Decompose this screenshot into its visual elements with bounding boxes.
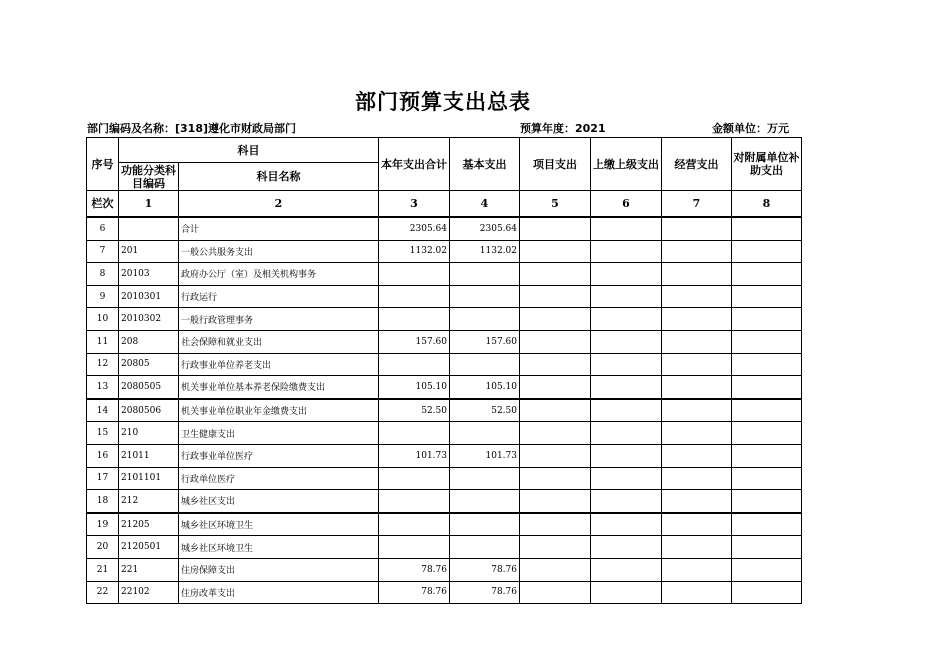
project-amount-cell: [520, 444, 591, 467]
subject-name-cell: 城乡社区环境卫生: [179, 536, 379, 559]
operation-amount-cell: [662, 330, 732, 353]
subject-name-cell: 住房保障支出: [179, 558, 379, 581]
basic-amount-cell: [450, 263, 520, 286]
subject-name-cell: 行政单位医疗: [179, 467, 379, 490]
operation-amount-cell: [662, 558, 732, 581]
upper-amount-cell: [591, 467, 662, 490]
subsidy-amount-cell: [732, 536, 802, 559]
operation-amount-cell: [662, 490, 732, 513]
project-amount-cell: [520, 399, 591, 422]
table-row: [87, 330, 802, 353]
subject-code-cell: 2120501: [119, 536, 179, 559]
row-number-cell: 17: [87, 467, 119, 490]
table-row: [87, 536, 802, 559]
operation-amount-cell: [662, 422, 732, 445]
operation-amount-cell: [662, 240, 732, 263]
operation-amount-cell: [662, 444, 732, 467]
table-row: [87, 444, 802, 467]
row-number-cell: 20: [87, 536, 119, 559]
subject-code-cell: 208: [119, 330, 179, 353]
subject-code-cell: 21011: [119, 444, 179, 467]
upper-amount-cell: [591, 330, 662, 353]
row-number-cell: 19: [87, 513, 119, 536]
header-basic: 基本支出: [450, 138, 520, 191]
column-number-cell: 栏次: [87, 191, 119, 218]
total-amount-cell: 157.60: [379, 330, 450, 353]
row-number-cell: 12: [87, 353, 119, 376]
basic-amount-cell: [450, 467, 520, 490]
subsidy-amount-cell: [732, 240, 802, 263]
basic-amount-cell: [450, 490, 520, 513]
project-amount-cell: [520, 422, 591, 445]
subsidy-amount-cell: [732, 467, 802, 490]
operation-amount-cell: [662, 467, 732, 490]
subject-name-cell: 一般公共服务支出: [179, 240, 379, 263]
total-amount-cell: [379, 308, 450, 331]
column-number-cell: 3: [379, 191, 450, 218]
total-amount-cell: [379, 490, 450, 513]
column-number-cell: 4: [450, 191, 520, 218]
subject-name-cell: 一般行政管理事务: [179, 308, 379, 331]
total-amount-cell: 1132.02: [379, 240, 450, 263]
subsidy-amount-cell: [732, 308, 802, 331]
total-amount-cell: [379, 536, 450, 559]
basic-amount-cell: 78.76: [450, 558, 520, 581]
amount-unit-label: 金额单位：万元: [712, 122, 789, 135]
subject-code-cell: 22102: [119, 581, 179, 604]
subject-code-cell: 210: [119, 422, 179, 445]
subject-code-cell: 2101101: [119, 467, 179, 490]
row-number-cell: 14: [87, 399, 119, 422]
column-number-cell: 6: [591, 191, 662, 218]
row-number-cell: 6: [87, 217, 119, 240]
subject-name-cell: 城乡社区支出: [179, 490, 379, 513]
basic-amount-cell: 2305.64: [450, 217, 520, 240]
project-amount-cell: [520, 467, 591, 490]
operation-amount-cell: [662, 376, 732, 399]
header-project: 项目支出: [520, 138, 591, 191]
total-amount-cell: 101.73: [379, 444, 450, 467]
operation-amount-cell: [662, 308, 732, 331]
subsidy-amount-cell: [732, 513, 802, 536]
column-number-cell: 2: [179, 191, 379, 218]
table-row: [87, 308, 802, 331]
subsidy-amount-cell: [732, 581, 802, 604]
project-amount-cell: [520, 263, 591, 286]
operation-amount-cell: [662, 285, 732, 308]
upper-amount-cell: [591, 581, 662, 604]
total-amount-cell: 2305.64: [379, 217, 450, 240]
subject-name-cell: 行政事业单位养老支出: [179, 353, 379, 376]
upper-amount-cell: [591, 217, 662, 240]
table-row: [87, 581, 802, 604]
subject-code-cell: 20103: [119, 263, 179, 286]
table-row: [87, 422, 802, 445]
subsidy-amount-cell: [732, 422, 802, 445]
upper-amount-cell: [591, 558, 662, 581]
budget-year-label: 预算年度：2021: [520, 122, 606, 135]
header-upper: 上缴上级支出: [591, 138, 662, 191]
table-row: [87, 513, 802, 536]
upper-amount-cell: [591, 399, 662, 422]
total-amount-cell: 78.76: [379, 581, 450, 604]
column-number-cell: 8: [732, 191, 802, 218]
header-subject: 科目: [119, 138, 379, 163]
total-amount-cell: 52.50: [379, 399, 450, 422]
project-amount-cell: [520, 376, 591, 399]
project-amount-cell: [520, 558, 591, 581]
upper-amount-cell: [591, 536, 662, 559]
row-number-cell: 9: [87, 285, 119, 308]
basic-amount-cell: [450, 513, 520, 536]
project-amount-cell: [520, 581, 591, 604]
row-number-cell: 11: [87, 330, 119, 353]
upper-amount-cell: [591, 444, 662, 467]
upper-amount-cell: [591, 240, 662, 263]
table-row: [87, 353, 802, 376]
subject-name-cell: 行政运行: [179, 285, 379, 308]
subsidy-amount-cell: [732, 444, 802, 467]
subject-name-cell: 行政事业单位医疗: [179, 444, 379, 467]
column-number-cell: 1: [119, 191, 179, 218]
project-amount-cell: [520, 308, 591, 331]
project-amount-cell: [520, 217, 591, 240]
header-subject-name: 科目名称: [179, 163, 379, 191]
project-amount-cell: [520, 330, 591, 353]
total-amount-cell: [379, 353, 450, 376]
header-operation: 经营支出: [662, 138, 732, 191]
subject-code-cell: 2080506: [119, 399, 179, 422]
row-number-cell: 18: [87, 490, 119, 513]
basic-amount-cell: 78.76: [450, 581, 520, 604]
column-number-cell: 5: [520, 191, 591, 218]
table-row: [87, 399, 802, 422]
total-amount-cell: 78.76: [379, 558, 450, 581]
row-number-cell: 21: [87, 558, 119, 581]
total-amount-cell: [379, 285, 450, 308]
subject-name-cell: 政府办公厅（室）及相关机构事务: [179, 263, 379, 286]
project-amount-cell: [520, 536, 591, 559]
row-number-cell: 7: [87, 240, 119, 263]
table-row: [87, 467, 802, 490]
upper-amount-cell: [591, 263, 662, 286]
table-row: [87, 285, 802, 308]
subsidy-amount-cell: [732, 330, 802, 353]
basic-amount-cell: [450, 422, 520, 445]
subject-code-cell: [119, 217, 179, 240]
table-row: [87, 490, 802, 513]
subsidy-amount-cell: [732, 217, 802, 240]
basic-amount-cell: [450, 536, 520, 559]
department-label: 部门编码及名称：[318]遵化市财政局部门: [87, 122, 297, 135]
subject-code-cell: 2010302: [119, 308, 179, 331]
basic-amount-cell: 1132.02: [450, 240, 520, 263]
upper-amount-cell: [591, 308, 662, 331]
project-amount-cell: [520, 240, 591, 263]
row-number-cell: 22: [87, 581, 119, 604]
upper-amount-cell: [591, 285, 662, 308]
row-number-cell: 13: [87, 376, 119, 399]
subject-code-cell: 212: [119, 490, 179, 513]
total-amount-cell: [379, 422, 450, 445]
operation-amount-cell: [662, 263, 732, 286]
operation-amount-cell: [662, 536, 732, 559]
table-row: [87, 376, 802, 399]
header-total: 本年支出合计: [379, 138, 450, 191]
upper-amount-cell: [591, 353, 662, 376]
subject-name-cell: 城乡社区环境卫生: [179, 513, 379, 536]
row-number-cell: 15: [87, 422, 119, 445]
subject-code-cell: 21205: [119, 513, 179, 536]
basic-amount-cell: [450, 353, 520, 376]
table-row: [87, 558, 802, 581]
basic-amount-cell: 52.50: [450, 399, 520, 422]
header-subsidy: 对附属单位补助支出: [732, 138, 802, 191]
subsidy-amount-cell: [732, 558, 802, 581]
subsidy-amount-cell: [732, 285, 802, 308]
total-amount-cell: [379, 263, 450, 286]
subsidy-amount-cell: [732, 376, 802, 399]
budget-expenditure-table: [86, 137, 802, 604]
basic-amount-cell: 101.73: [450, 444, 520, 467]
basic-amount-cell: [450, 285, 520, 308]
subject-code-cell: 221: [119, 558, 179, 581]
subject-name-cell: 合计: [179, 217, 379, 240]
subject-code-cell: 201: [119, 240, 179, 263]
operation-amount-cell: [662, 353, 732, 376]
total-amount-cell: [379, 467, 450, 490]
subject-name-cell: 机关事业单位基本养老保险缴费支出: [179, 376, 379, 399]
subject-name-cell: 机关事业单位职业年金缴费支出: [179, 399, 379, 422]
upper-amount-cell: [591, 490, 662, 513]
subject-code-cell: 2080505: [119, 376, 179, 399]
project-amount-cell: [520, 513, 591, 536]
project-amount-cell: [520, 285, 591, 308]
operation-amount-cell: [662, 217, 732, 240]
subsidy-amount-cell: [732, 399, 802, 422]
header-seq: 序号: [87, 138, 119, 191]
table-row: [87, 240, 802, 263]
total-amount-cell: 105.10: [379, 376, 450, 399]
table-row: [87, 217, 802, 240]
subsidy-amount-cell: [732, 490, 802, 513]
project-amount-cell: [520, 353, 591, 376]
subject-code-cell: 20805: [119, 353, 179, 376]
page-title: 部门预算支出总表: [355, 90, 531, 114]
subject-name-cell: 住房改革支出: [179, 581, 379, 604]
operation-amount-cell: [662, 581, 732, 604]
subsidy-amount-cell: [732, 263, 802, 286]
header-func-code: 功能分类科目编码: [119, 163, 179, 191]
operation-amount-cell: [662, 513, 732, 536]
basic-amount-cell: 105.10: [450, 376, 520, 399]
subsidy-amount-cell: [732, 353, 802, 376]
subject-name-cell: 卫生健康支出: [179, 422, 379, 445]
column-number-cell: 7: [662, 191, 732, 218]
table-row: [87, 263, 802, 286]
upper-amount-cell: [591, 376, 662, 399]
subject-name-cell: 社会保障和就业支出: [179, 330, 379, 353]
subject-code-cell: 2010301: [119, 285, 179, 308]
project-amount-cell: [520, 490, 591, 513]
upper-amount-cell: [591, 422, 662, 445]
basic-amount-cell: [450, 308, 520, 331]
total-amount-cell: [379, 513, 450, 536]
row-number-cell: 8: [87, 263, 119, 286]
upper-amount-cell: [591, 513, 662, 536]
operation-amount-cell: [662, 399, 732, 422]
row-number-cell: 16: [87, 444, 119, 467]
basic-amount-cell: 157.60: [450, 330, 520, 353]
row-number-cell: 10: [87, 308, 119, 331]
